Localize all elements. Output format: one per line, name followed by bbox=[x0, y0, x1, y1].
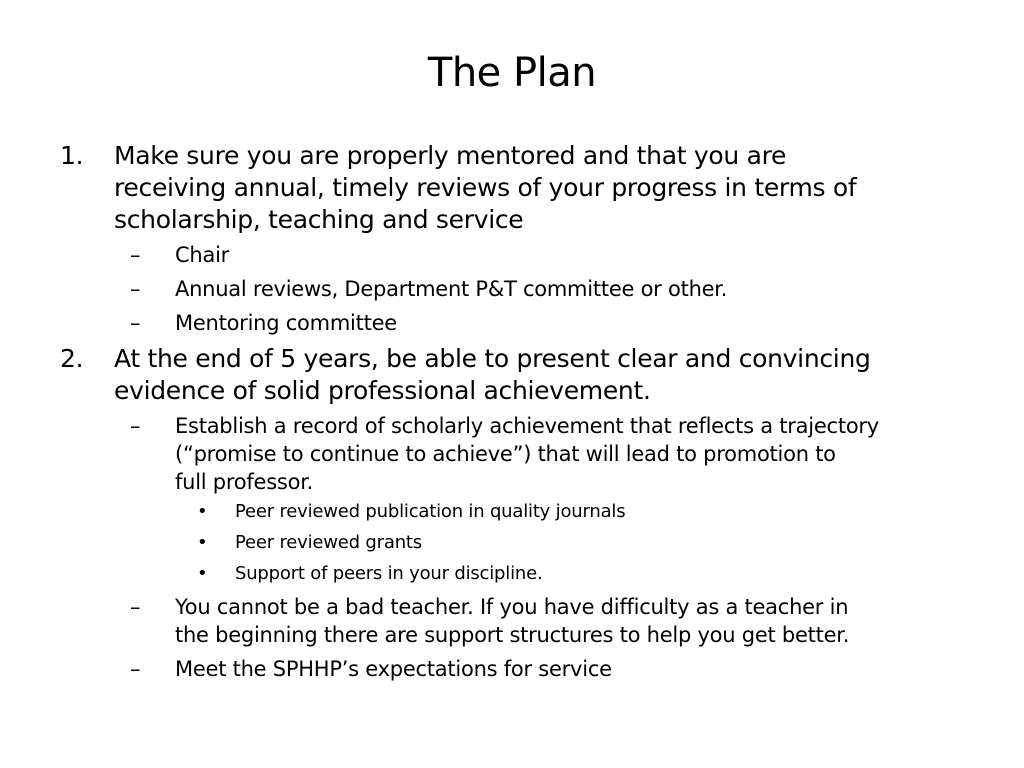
bullet-text: Peer reviewed grants bbox=[235, 532, 422, 553]
subitem-text-line: You cannot be a bad teacher. If you have difficulty as a teacher in bbox=[175, 595, 849, 619]
subitem-text-line: (“promise to continue to achieve”) that will lead to promotion to bbox=[175, 442, 836, 466]
item-text-line: receiving annual, timely reviews of your progress in terms of bbox=[114, 173, 857, 202]
numbered-item bbox=[0, 343, 1024, 407]
numbered-item bbox=[0, 140, 1024, 236]
dash-marker: – bbox=[130, 277, 141, 301]
dash-marker: – bbox=[130, 595, 141, 619]
subitem-text-line: the beginning there are support structures to help you get better. bbox=[175, 623, 850, 647]
item-number: 1. bbox=[60, 141, 84, 170]
slide-title: The Plan bbox=[427, 50, 597, 96]
dash-subitem bbox=[0, 241, 1024, 269]
item-text-line: scholarship, teaching and service bbox=[114, 205, 524, 234]
bullet-item bbox=[0, 527, 1024, 558]
subitem-text bbox=[175, 412, 1024, 496]
subitem-text: Mentoring committee bbox=[175, 311, 397, 335]
bullet-item bbox=[0, 496, 1024, 527]
subitem-text bbox=[175, 593, 1024, 649]
dash-marker: – bbox=[130, 243, 141, 267]
item-text bbox=[114, 343, 1024, 407]
dash-marker: – bbox=[130, 311, 141, 335]
bullet-text: Support of peers in your discipline. bbox=[235, 563, 543, 584]
slide-body bbox=[0, 140, 1024, 683]
bullet-marker: • bbox=[197, 532, 208, 553]
subitem-text-line: Establish a record of scholarly achievement that reflects a trajectory bbox=[175, 414, 879, 438]
subitem-text-line: full professor. bbox=[175, 470, 314, 494]
bullet-marker: • bbox=[197, 563, 208, 584]
dash-subitem bbox=[0, 593, 1024, 649]
item-text-line: Make sure you are properly mentored and that you are bbox=[114, 141, 787, 170]
dash-subitem bbox=[0, 412, 1024, 496]
bullet-item bbox=[0, 558, 1024, 589]
dash-marker: – bbox=[130, 414, 141, 438]
dash-marker: – bbox=[130, 657, 141, 681]
dash-subitem bbox=[0, 309, 1024, 337]
item-text-line: At the end of 5 years, be able to present clear and convincing bbox=[114, 344, 871, 373]
dash-subitem bbox=[0, 275, 1024, 303]
item-text bbox=[114, 140, 1024, 236]
bullet-text: Peer reviewed publication in quality journals bbox=[235, 501, 626, 522]
bullet-marker: • bbox=[197, 501, 208, 522]
item-number: 2. bbox=[60, 344, 84, 373]
subitem-text: Annual reviews, Department P&T committee or other. bbox=[175, 277, 728, 301]
subitem-text: Meet the SPHHP’s expectations for service bbox=[175, 657, 612, 681]
subitem-text: Chair bbox=[175, 243, 230, 267]
dash-subitem bbox=[0, 655, 1024, 683]
item-text-line: evidence of solid professional achievement. bbox=[114, 376, 651, 405]
